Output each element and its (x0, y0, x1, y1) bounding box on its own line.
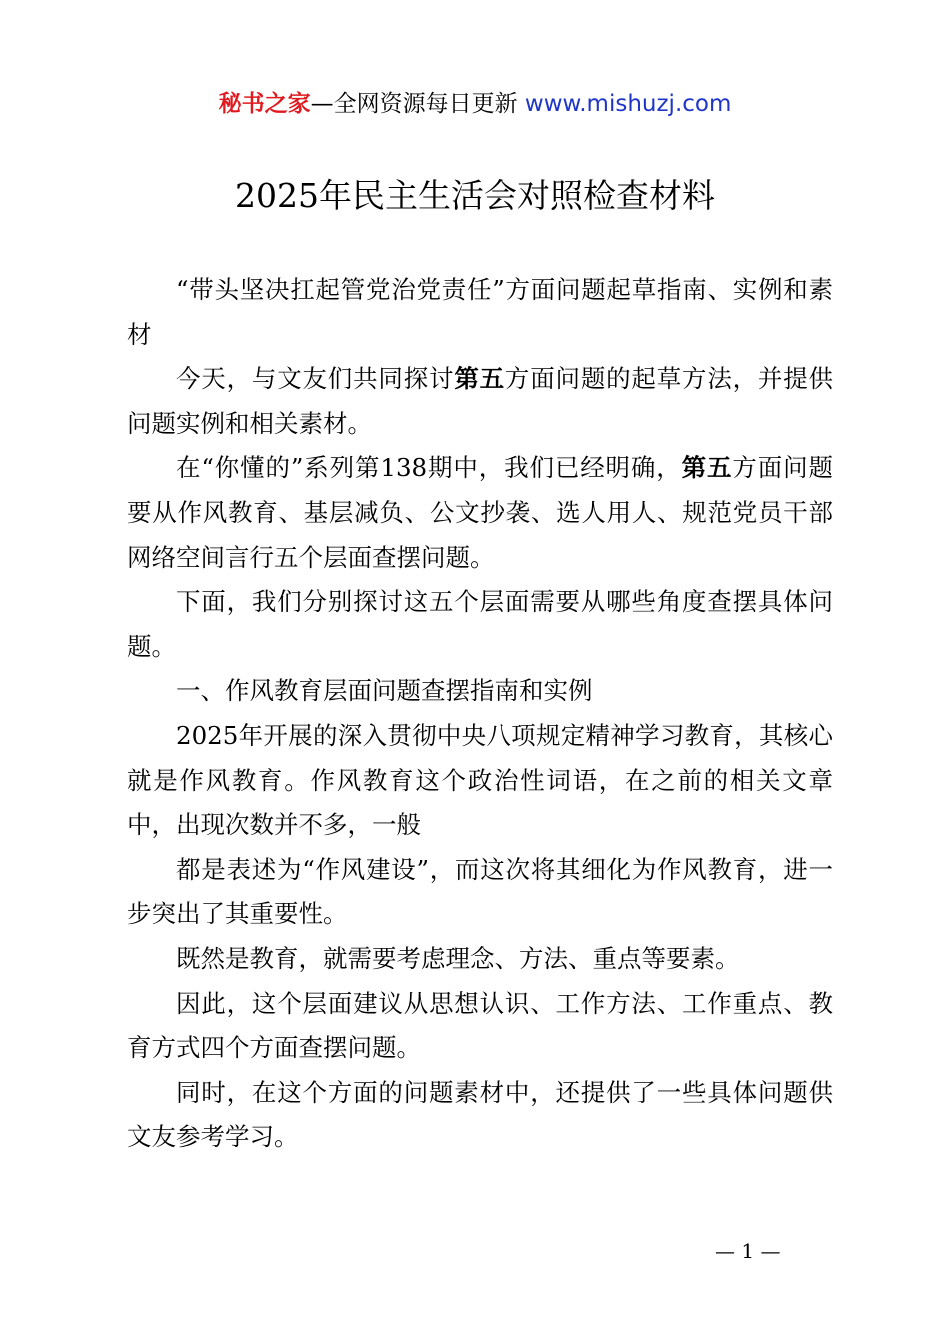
paragraph-9: 因此，这个层面建议从思想认识、工作方法、工作重点、教育方式四个方面查摆问题。 (127, 988, 833, 1063)
section-heading-1: 一、作风教育层面问题查摆指南和实例 (176, 676, 593, 706)
document-title: 2025年民主生活会对照检查材料 (235, 176, 715, 215)
bold-emphasis: 第五 (454, 364, 505, 394)
site-url[interactable]: www.mishuzj.com (524, 91, 732, 117)
document-body (127, 268, 833, 1160)
site-header (0, 86, 950, 122)
paragraph-8: 既然是教育，就需要考虑理念、方法、重点等要素。 (176, 943, 740, 973)
paragraph-10: 同时，在这个方面的问题素材中，还提供了一些具体问题供文友参考学习。 (127, 1077, 833, 1152)
site-slogan: —全网资源每日更新 (310, 91, 518, 117)
paragraph-7: 都是表述为“作风建设”，而这次将其细化为作风教育，进一步突出了其重要性。 (127, 854, 833, 929)
site-brand: 秘书之家 (218, 91, 311, 117)
bold-emphasis: 第五 (681, 453, 733, 483)
page-number: — 1 — (715, 1239, 781, 1263)
paragraph-4: 下面，我们分别探讨这五个层面需要从哪些角度查摆具体问题。 (127, 587, 833, 661)
paragraph-3: 在“你懂的”系列第138期中，我们已经明确，第五方面问题要从作风教育、基层减负、公文抄袭、选人用人、规范党员干部网络空间言行五个层面查摆问题。 (127, 453, 834, 572)
paragraph-2: 今天，与文友们共同探讨第五方面问题的起草方法，并提供问题实例和相关素材。 (127, 364, 834, 438)
paragraph-1: “带头坚决扛起管党治党责任”方面问题起草指南、实例和素材 (127, 275, 833, 349)
paragraph-6: 2025年开展的深入贯彻中央八项规定精神学习教育，其核心就是作风教育。作风教育这个政治性词语，在之前的相关文章中，出现次数并不多，一般 (127, 720, 833, 840)
